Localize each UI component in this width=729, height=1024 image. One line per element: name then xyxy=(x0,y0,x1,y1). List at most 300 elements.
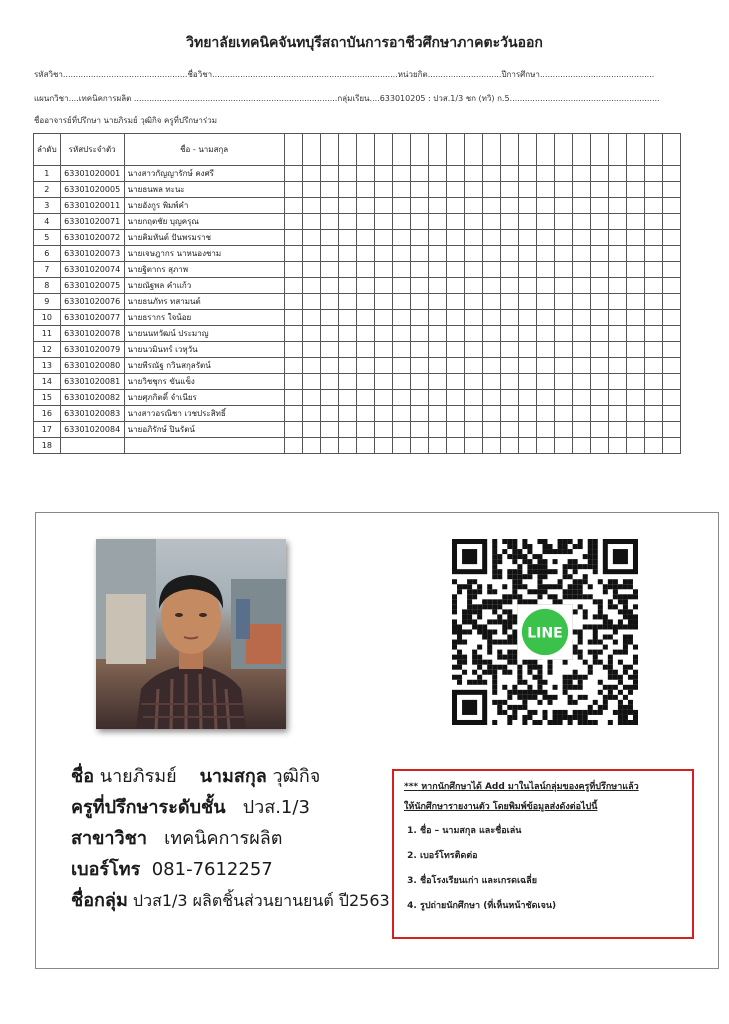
cell-no: 1 xyxy=(34,166,61,182)
instructions-subheading: ให้นักศึกษารายงานตัว โดยพิมพ์ข้อมูลส่งดังต่อไปนี้ xyxy=(404,802,598,812)
blank-cell xyxy=(572,294,590,310)
cell-name: นายฐิตากร สุภาพ xyxy=(124,262,284,278)
blank-cell xyxy=(536,230,554,246)
blank-cell xyxy=(536,406,554,422)
blank-cell xyxy=(482,406,500,422)
blank-cell xyxy=(572,406,590,422)
advisor-phone-row xyxy=(71,854,390,885)
cell-name xyxy=(124,438,284,454)
blank-cell xyxy=(320,422,338,438)
blank-cell xyxy=(284,310,302,326)
blank-cell xyxy=(428,326,446,342)
phone-label: เบอร์โทร xyxy=(71,859,141,880)
blank-cell xyxy=(608,310,626,326)
blank-cell xyxy=(500,182,518,198)
blank-cell xyxy=(626,198,644,214)
header-no: ลำดับ xyxy=(34,134,61,166)
blank-cell xyxy=(446,262,464,278)
blank-cell xyxy=(554,278,572,294)
blank-cell xyxy=(536,198,554,214)
instruction-item: 3. ชื่อโรงเรียนเก่า และเกรดเฉลี่ย xyxy=(420,873,682,887)
table-row xyxy=(34,342,681,358)
cell-name: นายธนพล ทะนะ xyxy=(124,182,284,198)
blank-cell xyxy=(662,310,680,326)
blank-cell xyxy=(626,406,644,422)
blank-cell xyxy=(644,246,662,262)
blank-cell xyxy=(446,438,464,454)
blank-cell xyxy=(590,422,608,438)
blank-cell xyxy=(518,326,536,342)
blank-cell xyxy=(446,406,464,422)
blank-cell xyxy=(554,198,572,214)
blank-cell xyxy=(608,166,626,182)
header-id: รหัสประจำตัว xyxy=(60,134,124,166)
blank-cell xyxy=(536,246,554,262)
cell-no: 10 xyxy=(34,310,61,326)
cell-id xyxy=(60,438,124,454)
blank-cell xyxy=(410,294,428,310)
blank-cell xyxy=(320,438,338,454)
blank-cell xyxy=(338,374,356,390)
group-label: ชื่อกลุ่ม xyxy=(71,890,128,911)
blank-cell xyxy=(554,374,572,390)
blank-cell xyxy=(428,390,446,406)
blank-cell xyxy=(644,294,662,310)
blank-cell xyxy=(392,278,410,294)
blank-cell xyxy=(554,358,572,374)
cell-name: นายคิมหันต์ ปันพรมราช xyxy=(124,230,284,246)
blank-cell xyxy=(572,166,590,182)
blank-cell xyxy=(356,438,374,454)
blank-cell xyxy=(500,390,518,406)
blank-cell xyxy=(284,422,302,438)
blank-cell xyxy=(662,182,680,198)
blank-cell xyxy=(572,246,590,262)
blank-cell xyxy=(464,310,482,326)
form-line-department: แผนกวิชา....เทคนิคการผลิต ................................................................................กลุ่มเรียน....633010205 : ปวส.1/3 ชก (ทวิ) ก.5........................................................... xyxy=(34,94,660,103)
blank-cell xyxy=(554,310,572,326)
blank-cell xyxy=(356,182,374,198)
blank-cell xyxy=(338,438,356,454)
blank-cell xyxy=(536,374,554,390)
blank-cell xyxy=(338,214,356,230)
blank-cell xyxy=(500,198,518,214)
blank-cell xyxy=(572,326,590,342)
cell-no: 18 xyxy=(34,438,61,454)
blank-cell xyxy=(284,214,302,230)
blank-cell xyxy=(626,422,644,438)
cell-id: 63301020082 xyxy=(60,390,124,406)
blank-cell xyxy=(482,390,500,406)
header-blank-cell xyxy=(392,134,410,166)
blank-cell xyxy=(572,278,590,294)
blank-cell xyxy=(320,326,338,342)
table-row xyxy=(34,166,681,182)
cell-no: 7 xyxy=(34,262,61,278)
line-qr-code xyxy=(452,539,638,725)
cell-no: 14 xyxy=(34,374,61,390)
blank-cell xyxy=(482,310,500,326)
blank-cell xyxy=(662,374,680,390)
blank-cell xyxy=(374,182,392,198)
cell-name: นายศุภกิตติ์ จำเนียร xyxy=(124,390,284,406)
cell-id: 63301020081 xyxy=(60,374,124,390)
blank-cell xyxy=(392,422,410,438)
cell-id: 63301020011 xyxy=(60,198,124,214)
blank-cell xyxy=(590,246,608,262)
blank-cell xyxy=(320,246,338,262)
blank-cell xyxy=(428,214,446,230)
blank-cell xyxy=(284,358,302,374)
blank-cell xyxy=(536,182,554,198)
blank-cell xyxy=(572,230,590,246)
blank-cell xyxy=(284,406,302,422)
blank-cell xyxy=(338,422,356,438)
blank-cell xyxy=(608,262,626,278)
blank-cell xyxy=(410,374,428,390)
blank-cell xyxy=(446,166,464,182)
blank-cell xyxy=(536,214,554,230)
blank-cell xyxy=(464,342,482,358)
blank-cell xyxy=(608,422,626,438)
blank-cell xyxy=(374,422,392,438)
blank-cell xyxy=(338,278,356,294)
blank-cell xyxy=(554,326,572,342)
blank-cell xyxy=(644,214,662,230)
cell-name: นายธนภัทร ทสามนต์ xyxy=(124,294,284,310)
blank-cell xyxy=(662,326,680,342)
cell-id: 63301020078 xyxy=(60,326,124,342)
blank-cell xyxy=(410,230,428,246)
form-title: วิทยาลัยเทคนิคจันทบุรีสถาบันการอาชีวศึกษาภาคตะวันออก xyxy=(186,35,543,51)
blank-cell xyxy=(428,230,446,246)
blank-cell xyxy=(500,262,518,278)
blank-cell xyxy=(320,294,338,310)
header-blank-cell xyxy=(356,134,374,166)
blank-cell xyxy=(392,438,410,454)
blank-cell xyxy=(374,374,392,390)
blank-cell xyxy=(464,182,482,198)
table-row xyxy=(34,262,681,278)
blank-cell xyxy=(302,310,320,326)
blank-cell xyxy=(410,406,428,422)
phone-value: 081-7612257 xyxy=(151,859,273,880)
cell-no: 13 xyxy=(34,358,61,374)
blank-cell xyxy=(482,438,500,454)
cell-no: 17 xyxy=(34,422,61,438)
blank-cell xyxy=(410,310,428,326)
blank-cell xyxy=(572,198,590,214)
blank-cell xyxy=(482,198,500,214)
blank-cell xyxy=(572,422,590,438)
blank-cell xyxy=(338,182,356,198)
blank-cell xyxy=(284,262,302,278)
cell-no: 5 xyxy=(34,230,61,246)
blank-cell xyxy=(500,166,518,182)
blank-cell xyxy=(572,438,590,454)
header-blank-cell xyxy=(302,134,320,166)
cell-no: 12 xyxy=(34,342,61,358)
blank-cell xyxy=(536,422,554,438)
blank-cell xyxy=(626,246,644,262)
blank-cell xyxy=(500,230,518,246)
blank-cell xyxy=(320,342,338,358)
blank-cell xyxy=(482,166,500,182)
header-blank-cell xyxy=(626,134,644,166)
blank-cell xyxy=(374,310,392,326)
blank-cell xyxy=(302,230,320,246)
blank-cell xyxy=(644,198,662,214)
cell-no: 15 xyxy=(34,390,61,406)
cell-no: 16 xyxy=(34,406,61,422)
blank-cell xyxy=(302,342,320,358)
blank-cell xyxy=(518,358,536,374)
blank-cell xyxy=(644,262,662,278)
blank-cell xyxy=(662,230,680,246)
blank-cell xyxy=(428,310,446,326)
blank-cell xyxy=(464,278,482,294)
blank-cell xyxy=(572,262,590,278)
blank-cell xyxy=(572,390,590,406)
blank-cell xyxy=(374,230,392,246)
blank-cell xyxy=(572,182,590,198)
level-label: ครูที่ปรึกษาระดับชั้น xyxy=(71,797,226,818)
blank-cell xyxy=(338,198,356,214)
blank-cell xyxy=(536,294,554,310)
blank-cell xyxy=(662,214,680,230)
blank-cell xyxy=(500,422,518,438)
cell-no: 4 xyxy=(34,214,61,230)
blank-cell xyxy=(356,262,374,278)
advisor-name-row xyxy=(71,761,390,792)
header-blank-cell xyxy=(284,134,302,166)
blank-cell xyxy=(356,230,374,246)
blank-cell xyxy=(518,422,536,438)
blank-cell xyxy=(464,230,482,246)
blank-cell xyxy=(446,326,464,342)
blank-cell xyxy=(410,326,428,342)
cell-id: 63301020075 xyxy=(60,278,124,294)
table-row xyxy=(34,246,681,262)
cell-no: 3 xyxy=(34,198,61,214)
blank-cell xyxy=(464,438,482,454)
cell-name: นายณัฐพล คำแก้ว xyxy=(124,278,284,294)
blank-cell xyxy=(302,294,320,310)
instructions-heading: *** หากนักศึกษาได้ Add มาในไลน์กลุ่มของครูที่ปรึกษาแล้ว xyxy=(404,782,639,792)
blank-cell xyxy=(320,198,338,214)
blank-cell xyxy=(284,438,302,454)
blank-cell xyxy=(518,342,536,358)
blank-cell xyxy=(500,214,518,230)
blank-cell xyxy=(662,358,680,374)
blank-cell xyxy=(374,406,392,422)
blank-cell xyxy=(500,310,518,326)
blank-cell xyxy=(320,214,338,230)
cell-id: 63301020083 xyxy=(60,406,124,422)
blank-cell xyxy=(590,166,608,182)
blank-cell xyxy=(356,198,374,214)
table-row xyxy=(34,230,681,246)
advisor-photo xyxy=(96,539,286,729)
blank-cell xyxy=(338,390,356,406)
cell-id: 63301020001 xyxy=(60,166,124,182)
blank-cell xyxy=(428,374,446,390)
blank-cell xyxy=(536,438,554,454)
blank-cell xyxy=(284,326,302,342)
table-row xyxy=(34,422,681,438)
cell-name: นางสาวอรณิชา เวชประสิทธิ์ xyxy=(124,406,284,422)
blank-cell xyxy=(302,326,320,342)
cell-id: 63301020005 xyxy=(60,182,124,198)
blank-cell xyxy=(302,198,320,214)
cell-id: 63301020076 xyxy=(60,294,124,310)
blank-cell xyxy=(518,278,536,294)
blank-cell xyxy=(428,294,446,310)
blank-cell xyxy=(410,198,428,214)
blank-cell xyxy=(518,182,536,198)
blank-cell xyxy=(626,390,644,406)
blank-cell xyxy=(392,214,410,230)
blank-cell xyxy=(662,278,680,294)
cell-id: 63301020072 xyxy=(60,230,124,246)
blank-cell xyxy=(338,246,356,262)
blank-cell xyxy=(410,166,428,182)
blank-cell xyxy=(410,422,428,438)
blank-cell xyxy=(302,278,320,294)
blank-cell xyxy=(428,342,446,358)
blank-cell xyxy=(446,214,464,230)
blank-cell xyxy=(590,326,608,342)
blank-cell xyxy=(518,246,536,262)
table-row xyxy=(34,198,681,214)
blank-cell xyxy=(356,358,374,374)
header-blank-cell xyxy=(320,134,338,166)
blank-cell xyxy=(446,310,464,326)
blank-cell xyxy=(392,374,410,390)
blank-cell xyxy=(608,390,626,406)
blank-cell xyxy=(536,262,554,278)
blank-cell xyxy=(356,374,374,390)
blank-cell xyxy=(572,310,590,326)
blank-cell xyxy=(302,406,320,422)
cell-name: นายวิชชุกร ขันแข็ง xyxy=(124,374,284,390)
blank-cell xyxy=(482,422,500,438)
blank-cell xyxy=(302,374,320,390)
table-row xyxy=(34,390,681,406)
blank-cell xyxy=(338,310,356,326)
header-blank-cell xyxy=(482,134,500,166)
blank-cell xyxy=(284,198,302,214)
blank-cell xyxy=(482,278,500,294)
blank-cell xyxy=(590,358,608,374)
blank-cell xyxy=(644,358,662,374)
cell-name: นางสาวกัญญารักษ์ คงศรี xyxy=(124,166,284,182)
blank-cell xyxy=(644,342,662,358)
blank-cell xyxy=(608,374,626,390)
blank-cell xyxy=(590,310,608,326)
blank-cell xyxy=(356,166,374,182)
blank-cell xyxy=(392,182,410,198)
blank-cell xyxy=(410,262,428,278)
blank-cell xyxy=(464,246,482,262)
blank-cell xyxy=(446,278,464,294)
cell-no: 9 xyxy=(34,294,61,310)
cell-name: นายกฤตชัย บุญครุณ xyxy=(124,214,284,230)
blank-cell xyxy=(590,278,608,294)
blank-cell xyxy=(338,406,356,422)
blank-cell xyxy=(464,358,482,374)
blank-cell xyxy=(518,406,536,422)
cell-id: 63301020079 xyxy=(60,342,124,358)
blank-cell xyxy=(500,374,518,390)
line-badge-text: LINE xyxy=(527,625,563,642)
blank-cell xyxy=(590,374,608,390)
blank-cell xyxy=(392,310,410,326)
cell-no: 8 xyxy=(34,278,61,294)
surname-label: นามสกุล xyxy=(199,766,267,787)
blank-cell xyxy=(356,422,374,438)
blank-cell xyxy=(536,166,554,182)
blank-cell xyxy=(410,182,428,198)
cell-no: 11 xyxy=(34,326,61,342)
blank-cell xyxy=(608,278,626,294)
blank-cell xyxy=(464,326,482,342)
blank-cell xyxy=(626,278,644,294)
blank-cell xyxy=(554,246,572,262)
blank-cell xyxy=(626,166,644,182)
blank-cell xyxy=(464,262,482,278)
blank-cell xyxy=(626,326,644,342)
blank-cell xyxy=(518,390,536,406)
form-line-course: รหัสวิชา.................................................ชื่อวิชา.........................................................................หน่วยกิต.............................ปีการศึกษา............................................. xyxy=(34,70,655,79)
blank-cell xyxy=(554,422,572,438)
table-row xyxy=(34,438,681,454)
header-blank-cell xyxy=(644,134,662,166)
blank-cell xyxy=(608,406,626,422)
blank-cell xyxy=(536,358,554,374)
blank-cell xyxy=(500,438,518,454)
blank-cell xyxy=(590,390,608,406)
header-blank-cell xyxy=(410,134,428,166)
blank-cell xyxy=(554,262,572,278)
blank-cell xyxy=(482,230,500,246)
blank-cell xyxy=(554,342,572,358)
surname-value: วุฒิกิจ xyxy=(272,766,321,787)
name-label: ชื่อ xyxy=(71,766,95,787)
blank-cell xyxy=(374,262,392,278)
header-name: ชื่อ - นามสกุล xyxy=(124,134,284,166)
blank-cell xyxy=(644,310,662,326)
blank-cell xyxy=(446,358,464,374)
blank-cell xyxy=(626,358,644,374)
blank-cell xyxy=(608,246,626,262)
header-blank-cell xyxy=(500,134,518,166)
blank-cell xyxy=(356,390,374,406)
blank-cell xyxy=(518,214,536,230)
blank-cell xyxy=(572,342,590,358)
blank-cell xyxy=(662,294,680,310)
blank-cell xyxy=(338,262,356,278)
cell-name: นายธรากร ใจน้อย xyxy=(124,310,284,326)
blank-cell xyxy=(392,326,410,342)
blank-cell xyxy=(500,406,518,422)
blank-cell xyxy=(374,278,392,294)
blank-cell xyxy=(644,374,662,390)
blank-cell xyxy=(338,166,356,182)
blank-cell xyxy=(518,166,536,182)
blank-cell xyxy=(464,198,482,214)
blank-cell xyxy=(644,278,662,294)
